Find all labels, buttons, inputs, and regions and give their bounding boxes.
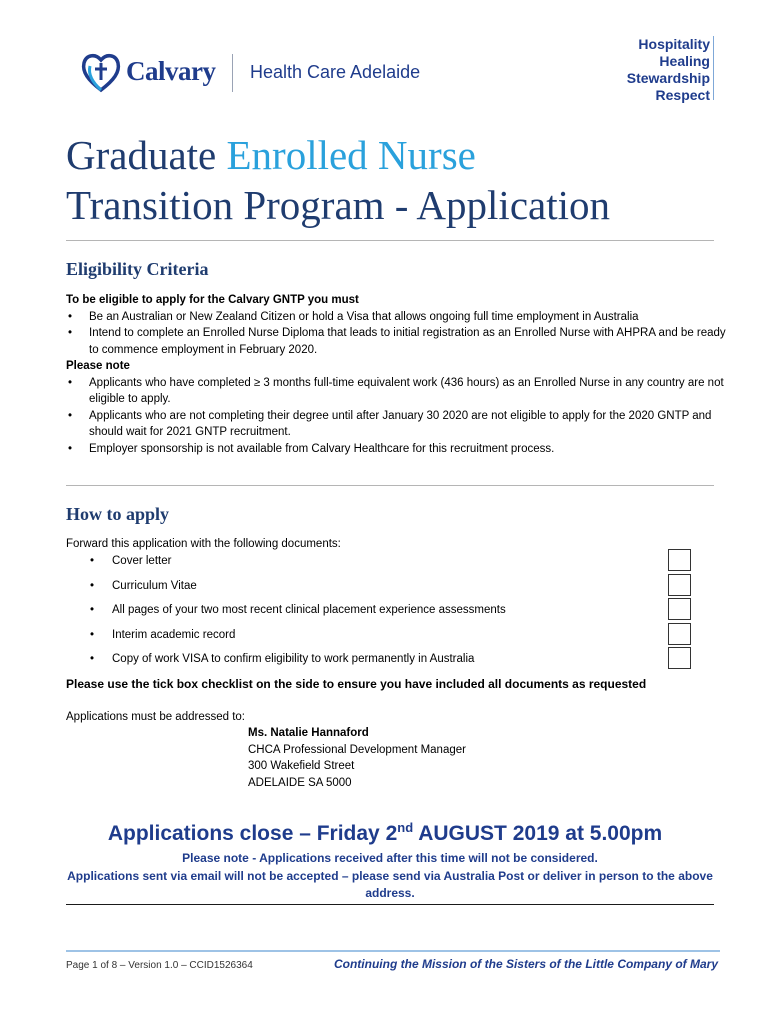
list-item: • Applicants who are not completing their degree until after January 30 2020 are not eligible to apply for the 2020 GNTP and should wait for 2021 GNTP recruitment.: [66, 408, 726, 441]
values-divider: [713, 36, 714, 100]
please-note-heading: Please note: [66, 360, 130, 372]
checkbox-cover-letter[interactable]: [668, 549, 691, 571]
address-line: ADELAIDE SA 5000: [248, 776, 352, 789]
checklist-note: Please use the tick box checklist on the side to ensure you have included all documents as requested: [66, 677, 647, 691]
address-intro: Applications must be addressed to:: [66, 711, 245, 723]
calvary-heart-cross-icon: [80, 50, 122, 94]
title-divider: [66, 240, 714, 241]
footer-divider: [66, 950, 720, 952]
values-list: [627, 36, 710, 104]
document-item: • All pages of your two most recent clinical placement experience assessments: [88, 602, 648, 627]
closing-note-2: Applications sent via email will not be accepted – please send via Australia Post or deliver in person to the above address.: [67, 868, 713, 900]
address-name: Ms. Natalie Hannaford: [248, 727, 369, 739]
value-item: Respect: [655, 87, 710, 103]
eligibility-intro: To be eligible to apply for the Calvary GNTP you must: [66, 294, 359, 306]
document-item: • Copy of work VISA to confirm eligibility to work permanently in Australia: [88, 651, 648, 676]
mission-statement: Continuing the Mission of the Sisters of the Little Company of Mary: [333, 957, 718, 971]
calvary-logo-text: Calvary: [126, 56, 216, 86]
list-item: • Be an Australian or New Zealand Citizen or hold a Visa that allows ongoing full time employment in Australia: [66, 309, 726, 326]
list-item: • Applicants who have completed ≥ 3 months full-time equivalent work (436 hours) as an Enrolled Nurse in any country are not eligible to apply.: [66, 375, 726, 408]
document-item: • Cover letter: [88, 553, 648, 578]
closing-divider: [66, 904, 714, 905]
value-item: Stewardship: [626, 70, 710, 86]
title-line-1: Graduate Enrolled Nurse: [66, 132, 476, 178]
closing-date-heading: Applications close – Friday 2nd AUGUST 2019 at 5.00pm: [107, 820, 663, 845]
title-line-2: Transition Program - Application: [66, 182, 610, 228]
document-item: • Interim academic record: [88, 627, 648, 652]
page-info: Page 1 of 8 – Version 1.0 – CCID1526364: [66, 960, 253, 971]
criteria-list: [66, 309, 726, 359]
title-accent: Enrolled Nurse: [226, 132, 476, 178]
logo-divider: [232, 54, 233, 92]
document-checklist: [668, 549, 692, 672]
organisation-subtitle: Health Care Adelaide: [250, 62, 421, 82]
documents-list: [88, 553, 648, 676]
checkbox-work-visa[interactable]: [668, 647, 691, 669]
checkbox-placement-assessments[interactable]: [668, 598, 691, 620]
address-line: 300 Wakefield Street: [248, 760, 355, 772]
list-item: • Employer sponsorship is not available from Calvary Healthcare for this recruitment process.: [66, 441, 726, 458]
checkbox-academic-record[interactable]: [668, 623, 691, 645]
page-header: [80, 36, 720, 104]
value-item: Healing: [659, 53, 710, 69]
list-item: • Intend to complete an Enrolled Nurse Diploma that leads to initial registration as an Enrolled Nurse with AHPRA and be ready to commence employment in February 2020.: [66, 325, 726, 358]
page-title: [66, 130, 726, 230]
document-item: • Curriculum Vitae: [88, 578, 648, 603]
closing-notes: [60, 850, 720, 903]
how-to-apply-intro: Forward this application with the following documents:: [66, 538, 341, 550]
eligibility-section: [66, 292, 726, 457]
eligibility-heading: Eligibility Criteria: [66, 259, 209, 279]
address-line: CHCA Professional Development Manager: [248, 743, 466, 756]
notes-list: [66, 375, 726, 458]
section-divider: [66, 485, 714, 486]
closing-note-1: Please note - Applications received after this time will not be considered.: [182, 851, 598, 865]
how-to-apply-heading: How to apply: [66, 504, 170, 524]
mailing-address: [248, 725, 466, 791]
value-item: Hospitality: [638, 36, 710, 52]
checkbox-curriculum-vitae[interactable]: [668, 574, 691, 596]
